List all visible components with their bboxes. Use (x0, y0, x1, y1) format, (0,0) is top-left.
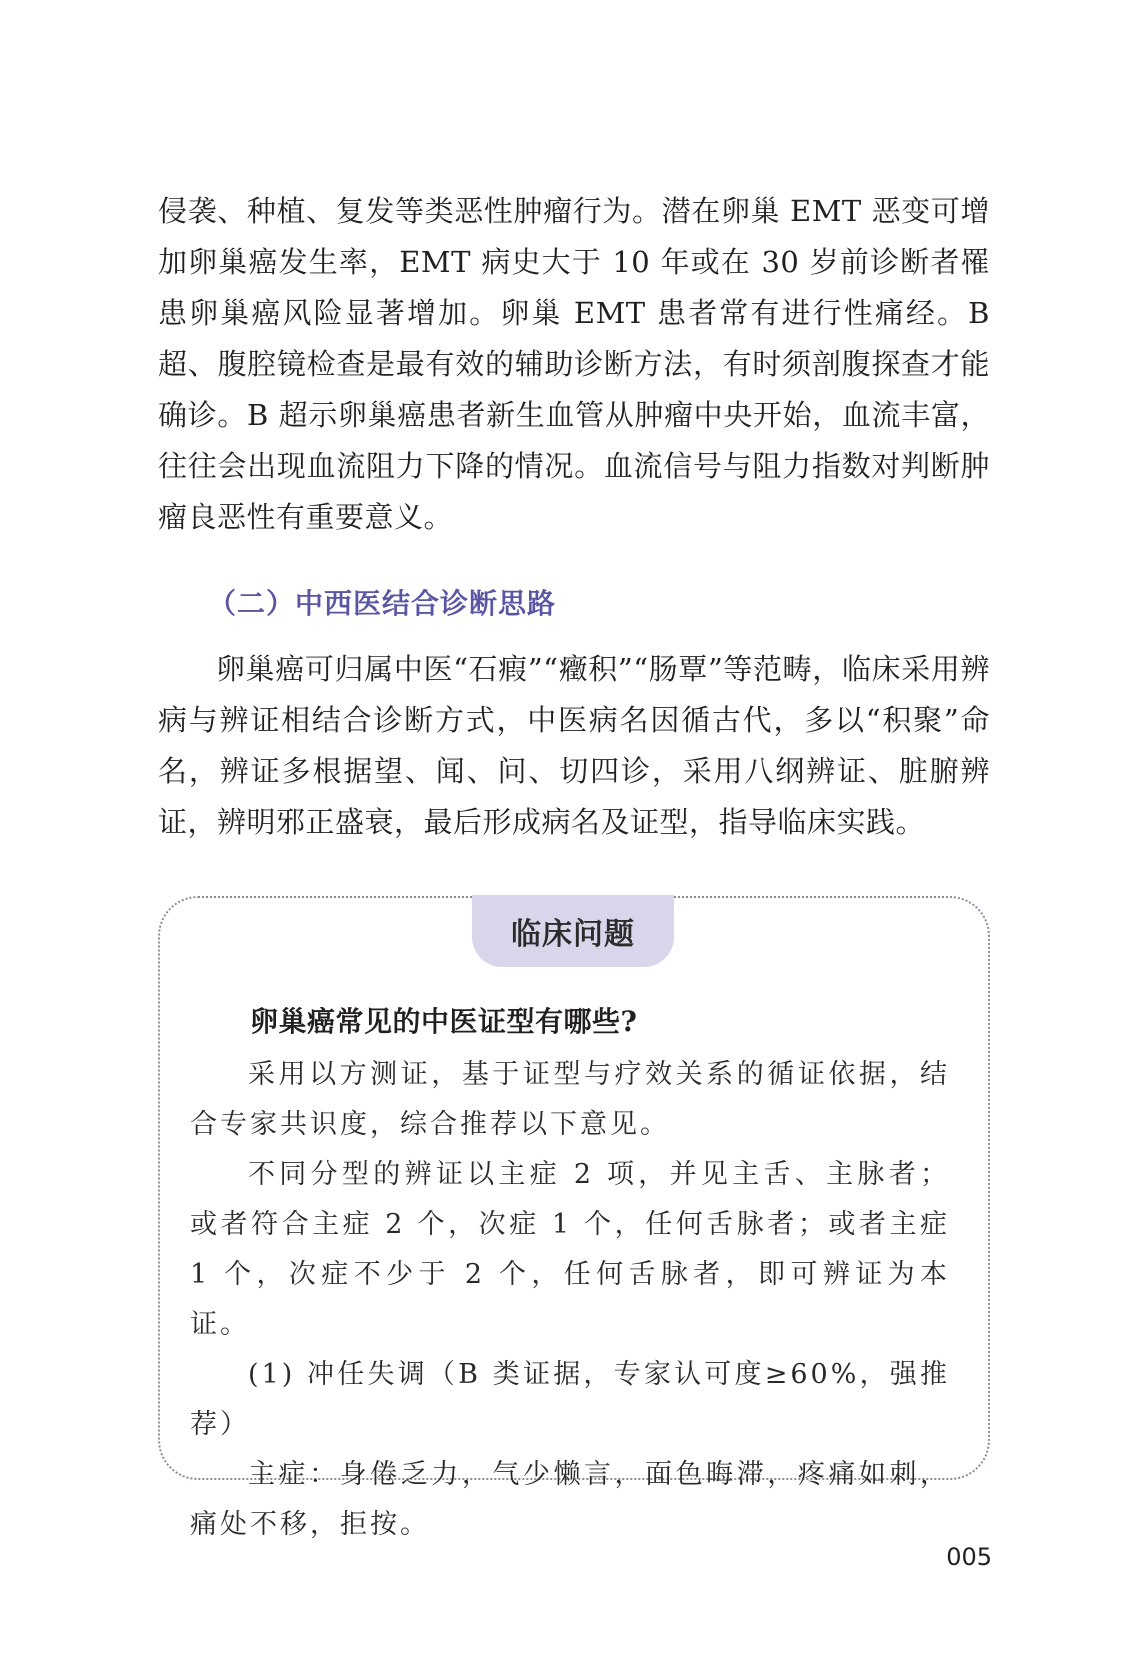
answer-paragraph: 采用以方测证，基于证型与疗效关系的循证依据，结合专家共识度，综合推荐以下意见。 (190, 1059, 950, 1140)
section-heading: （二）中西医结合诊断思路 (208, 587, 557, 620)
answer-paragraph: 不同分型的辨证以主症 2 项，并见主舌、主脉者；或者符合主症 2 个，次症 1 个，任何舌脉者；或者主症 1 个，次症不少于 2 个，任何舌脉者，即可辨证为本证。 (190, 1159, 950, 1340)
clinical-question-text: 卵巢癌常见的中医证型有哪些? (250, 1005, 638, 1038)
answer-paragraph: 主症：身倦乏力，气少懒言，面色晦滞，疼痛如刺，痛处不移，拒按。 (190, 1459, 950, 1540)
answer-paragraph: (1) 冲任失调（B 类证据，专家认可度≥60%，强推荐） (190, 1359, 950, 1440)
clinical-answer-body (190, 1050, 950, 1550)
body-paragraph-continued: 侵袭、种植、复发等类恶性肿瘤行为。潜在卵巢 EMT 恶变可增加卵巢癌发生率，EMT 病史大于 10 年或在 30 岁前诊断者罹患卵巢癌风险显著增加。卵巢 EMT 患者常有进行性痛经。B 超、腹腔镜检查是最有效的辅助诊断方法，有时须剖腹探查才能确诊。B 超示卵巢癌患者新生血管从肿瘤中央开始，血流丰富，往往会出现血流阻力下降的情况。血流信号与阻力指数对判断肿瘤良恶性有重要意义。 (158, 194, 990, 534)
body-paragraph: 卵巢癌可归属中医“石瘕”“癥积”“肠覃”等范畴，临床采用辨病与辨证相结合诊断方式，中医病名因循古代，多以“积聚”命名，辨证多根据望、闻、问、切四诊，采用八纲辨证、脏腑辨证，辨明邪正盛衰，最后形成病名及证型，指导临床实践。 (158, 652, 990, 839)
clinical-question-title: 临床问题 (472, 895, 674, 967)
page-number: 005 (946, 1543, 992, 1571)
